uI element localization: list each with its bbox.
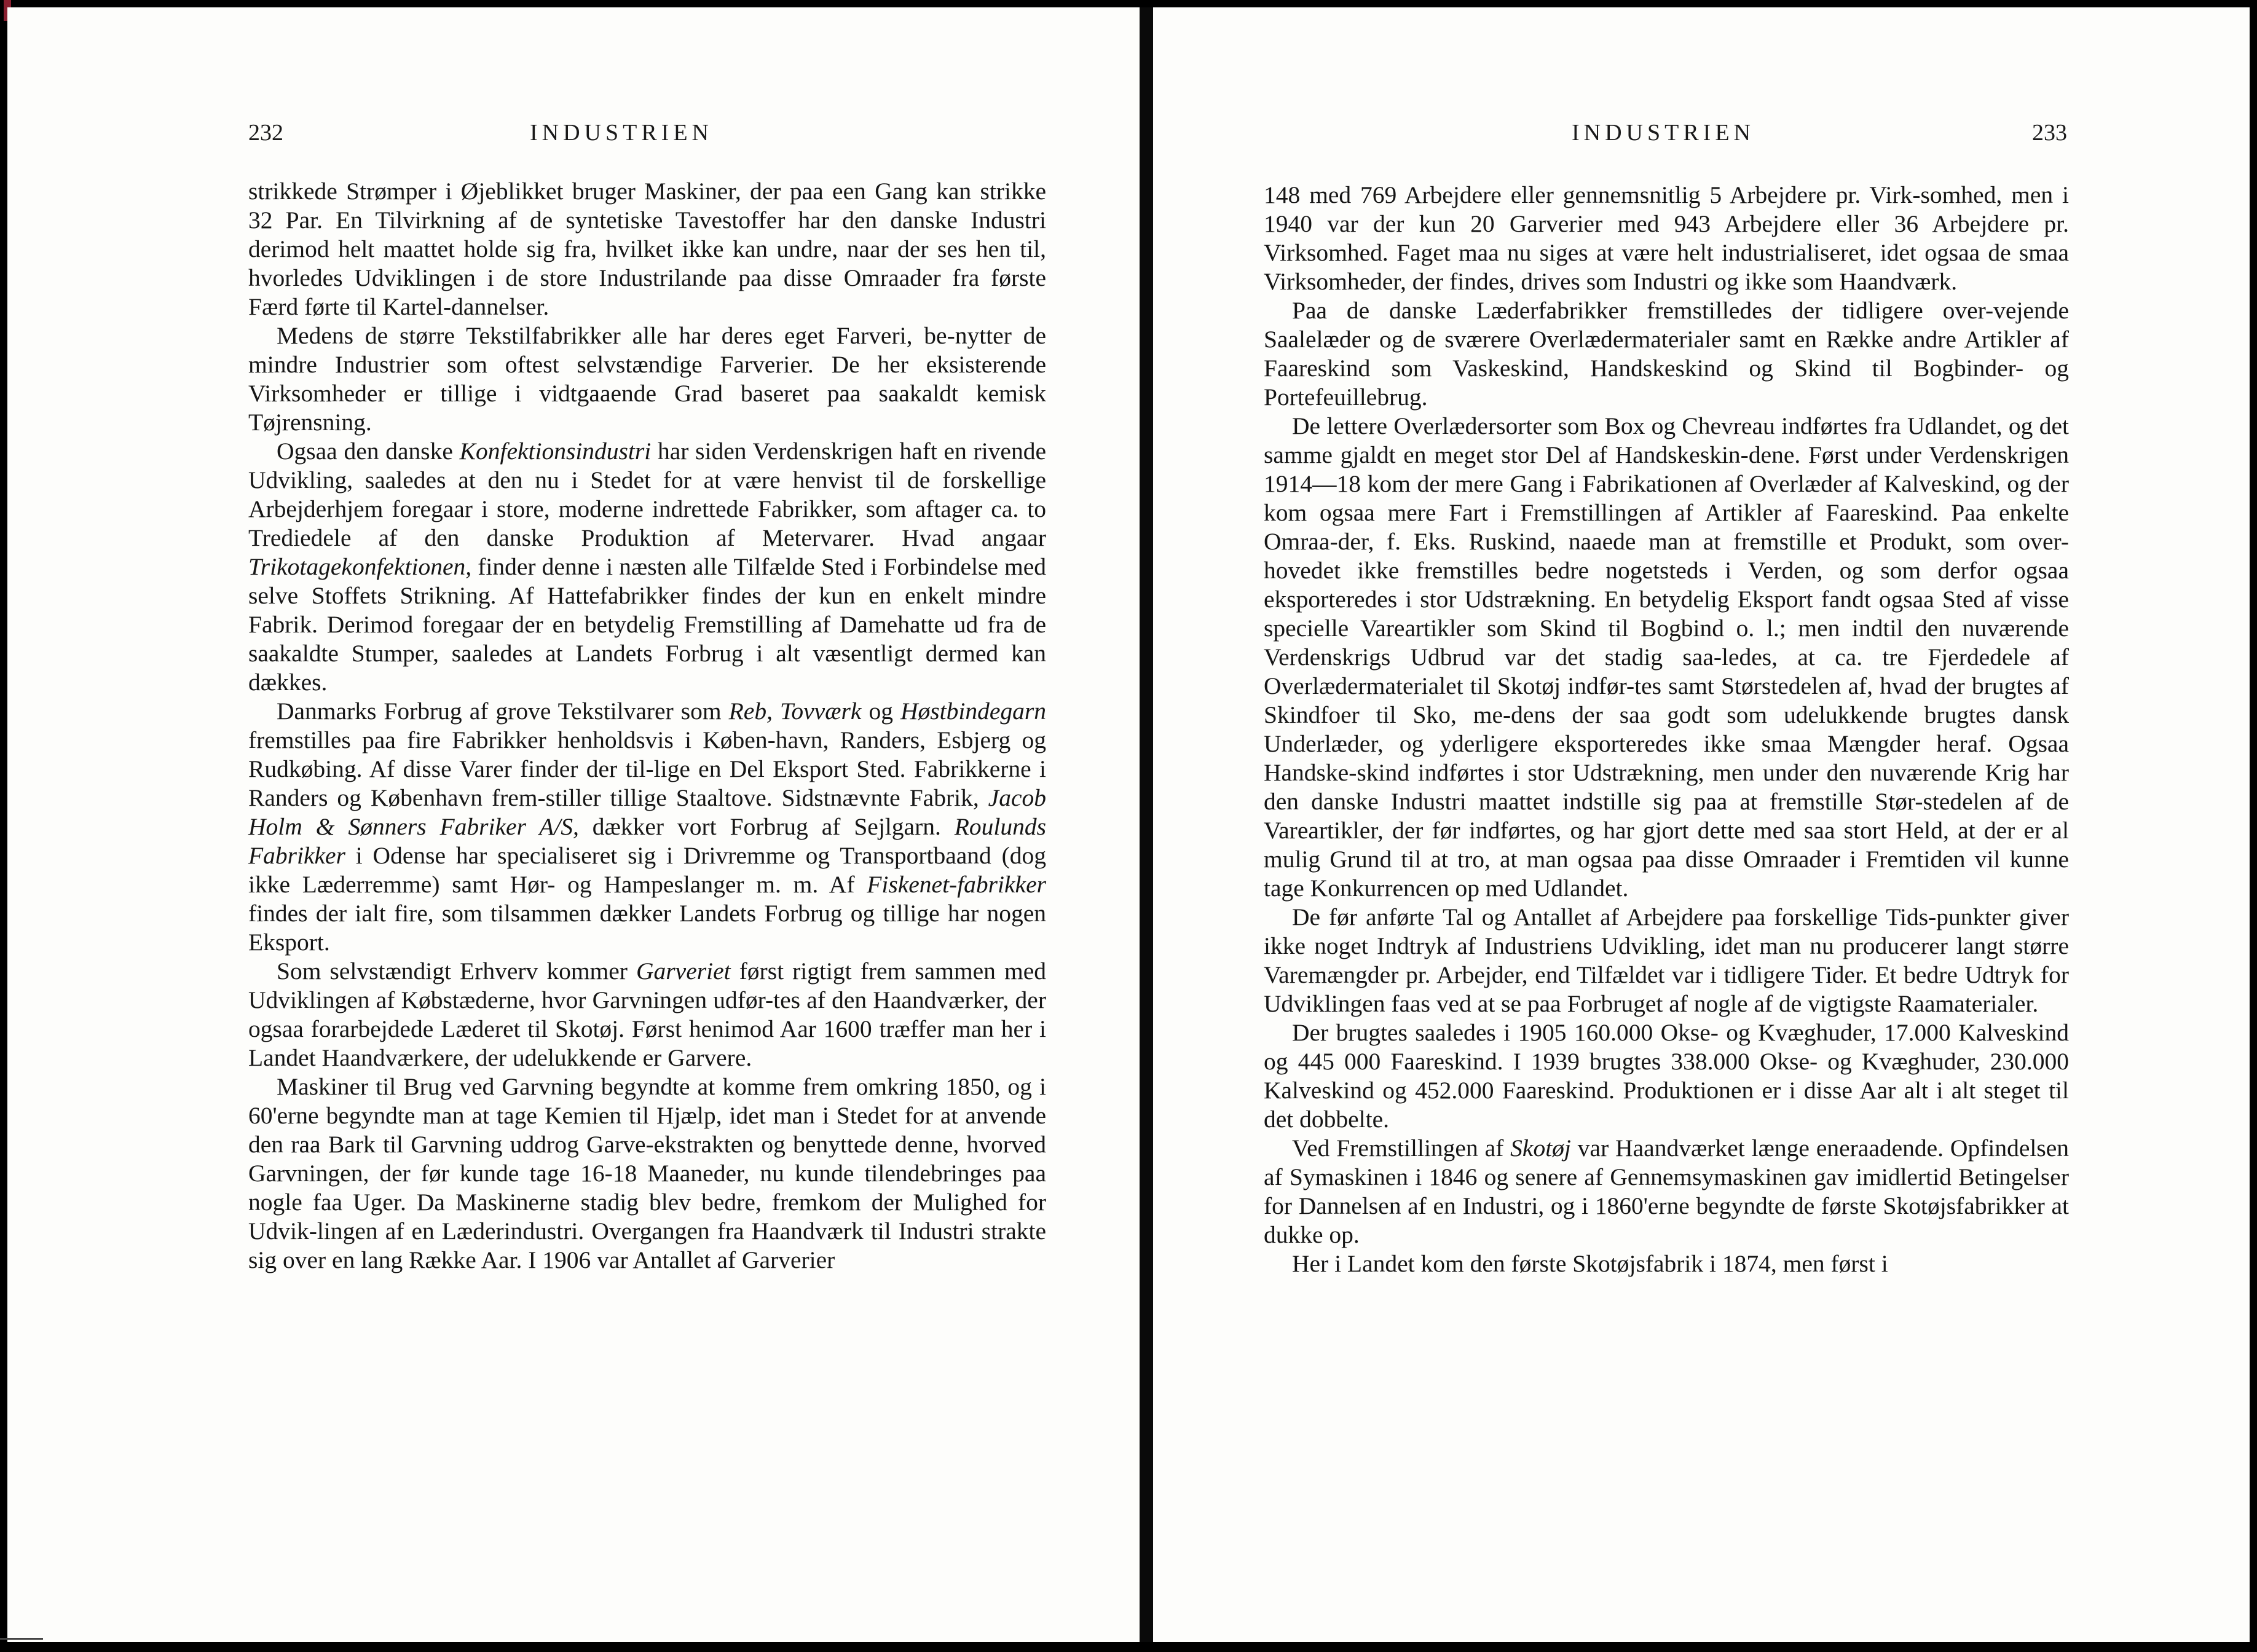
italic-term: Reb, Tovværk (728, 698, 862, 725)
running-head-right: INDUSTRIEN (1572, 120, 1755, 146)
italic-term: Høstbindegarn (900, 698, 1046, 725)
text-run: De før anførte Tal og Antallet af Arbejdere paa forskellige Tids-punkter giver ikke noget Indtryk af Industriens Udvikling, idet man nu producerer langt større Varemængder pr. Arbejder, end Tilfældet var i tidligere Tider. Et bedre Udtryk for Udviklingen faas ved at se paa Forbruget af nogle af de vigtigste Raamaterialer. (1264, 903, 2069, 1017)
italic-term: Konfektionsindustri (459, 438, 652, 465)
right-page-body (1264, 181, 2069, 1278)
italic-term: Fiskenet-fabrikker (867, 871, 1046, 898)
text-run: Medens de større Tekstilfabrikker alle har deres eget Farveri, be-nytter de mindre Industrier som oftest selvstændige Farverier. De her eksisterende Virksomheder er tillige i vidtgaaende Grad baseret paa saakaldt kemisk Tøjrensning. (248, 322, 1046, 436)
paragraph (248, 321, 1046, 437)
text-run: har siden Verdenskrigen haft en rivende Udvikling, saaledes at den nu i Stedet for at være henvist til de forskellige Arbejderhjem foregaar i store, moderne indrettede Fabrikker, som aftager ca. to Trediedele af den danske Produktion af Metervarer. Hvad angaar (248, 438, 1046, 551)
italic-term: Garveriet (636, 958, 731, 985)
paragraph (248, 1072, 1046, 1275)
italic-term: Jacob Holm & Sønners Fabriker A/S, (248, 784, 1046, 840)
paragraph (248, 177, 1046, 321)
text-run: først rigtigt frem sammen med Udviklingen af Købstæderne, hvor Garvningen udfør-tes af den Haandværker, der ogsaa forarbejdede Læderet til Skotøj. Først henimod Aar 1600 træffer man her i Landet Haandværkere, der udelukkende er Garvere. (248, 958, 1046, 1071)
text-run: 148 med 769 Arbejdere eller gennemsnitlig 5 Arbejdere pr. Virk-somhed, men i 1940 var der kun 20 Garverier med 943 Arbejdere eller 36 Arbejdere pr. Virksomhed. Faget maa nu siges at være helt industrialiseret, idet ogsaa de smaa Virksomheder, der findes, drives som Industri og ikke som Haandværk. (1264, 181, 2069, 295)
paragraph (1264, 1134, 2069, 1249)
right-page (1153, 7, 2250, 1642)
paragraph (248, 697, 1046, 957)
paragraph (1264, 181, 2069, 296)
paragraph (248, 437, 1046, 697)
text-run: De lettere Overlædersorter som Box og Chevreau indførtes fra Udlandet, og det samme gjaldt en meget stor Del af Handskeskin-dene. Først under Verdenskrigen 1914—18 kom der mere Gang i Fabrikationen af Overlæder af Kalveskind, og der kom ogsaa mere Fart i Fremstillingen af Artikler af Faareskind. Paa enkelte Omraa-der, f. Eks. Ruskind, naaede man at fremstille et Produkt, som over-hovedet ikke fremstilles bedre nogetsteds i Verden, og som derfor ogsaa eksporteredes i stor Udstrækning. En betydelig Eksport fandt ogsaa Sted af visse specielle Vareartikler som Skind til Bogbind o. l.; men indtil den nuværende Verdenskrigs Udbrud var det stadig saa-ledes, at ca. tre Fjerdedele af Overlædermaterialet til Skotøj indfør-tes samt Størstedelen af, hvad der brugtes af Skindfoer til Sko, me-dens der saa godt som udelukkende brugtes dansk Underlæder, og yderligere eksporteredes ikke smaa Mængder heraf. Ogsaa Handske-skind indførtes i stor Udstrækning, men under den nuværende Krig har den danske Industri maattet indstille sig paa at fremstille Stør-stedelen af de Vareartikler, der før indførtes, og har gjort dette med saa stort Held, at der er al mulig Grund til at tro, at man ogsaa paa disse Omraader i Fremtiden vil kunne tage Konkurrencen op med Udlandet. (1264, 412, 2069, 902)
text-run: finder denne i næsten alle Tilfælde Sted i Forbindelse med selve Stoffets Strikning. Af Hattefabrikker findes der kun en enkelt mindre Fabrik. Derimod foregaar der en betydelig Fremstilling af Damehatte ud fra de saakaldte Stumper, saaledes at Landets Forbrug i alt væsentligt dermed kan dækkes. (248, 553, 1046, 696)
paragraph (1264, 1249, 2069, 1278)
page-number-left: 232 (248, 120, 283, 146)
text-run: Som selvstændigt Erhverv kommer (277, 958, 637, 985)
scan-foot-rule (0, 1638, 43, 1640)
paragraph (1264, 1018, 2069, 1134)
text-run: Maskiner til Brug ved Garvning begyndte at komme frem omkring 1850, og i 60'erne begyndte man at tage Kemien til Hjælp, idet man i Stedet for at anvende den raa Bark til Garvning uddrog Garve-ekstrakten og benyttede denne, hvorved Garvningen, der før kunde tage 16-18 Maaneder, nu kunde tilendebringes paa nogle faa Uger. Da Maskinerne stadig blev bedre, fremkom der Mulighed for Udvik-lingen af en Læderindustri. Overgangen fra Haandværk til Industri strakte sig over en lang Række Aar. I 1906 var Antallet af Garverier (248, 1073, 1046, 1273)
italic-term: Trikotagekonfektionen, (248, 553, 472, 580)
paragraph (1264, 296, 2069, 412)
left-page (7, 7, 1140, 1642)
page-number-right: 233 (2032, 120, 2067, 146)
text-run: findes der ialt fire, som tilsammen dækker Landets Forbrug og tillige har nogen Eksport. (248, 900, 1046, 956)
text-run: Ogsaa den danske (277, 438, 460, 465)
text-run: og (861, 698, 900, 725)
text-run: Ved Fremstillingen af (1292, 1135, 1511, 1162)
paragraph (1264, 903, 2069, 1018)
book-gutter (1140, 7, 1153, 1642)
text-run: fremstilles paa fire Fabrikker henholdsvis i Køben-havn, Randers, Esbjerg og Rudkøbing. Af disse Varer finder der til-lige en Del Eksport Sted. Fabrikkerne i Randers og København frem-stiller tillige Staaltove. Sidstnævnte Fabrik, (248, 726, 1046, 811)
running-head-left: INDUSTRIEN (530, 120, 713, 146)
paragraph (1264, 412, 2069, 903)
text-run: Paa de danske Læderfabrikker fremstilledes der tidligere over-vejende Saalelæder og de sværere Overlædermaterialer samt en Række andre Artikler af Faareskind som Vaskeskind, Handskeskind og Skind til Bogbinder- og Portefeuillebrug. (1264, 297, 2069, 411)
text-run: strikkede Strømper i Øjeblikket bruger Maskiner, der paa een Gang kan strikke 32 Par. En Tilvirkning af de syntetiske Tavestoffer har den danske Industri derimod helt maattet holde sig fra, hvilket ikke kan undre, naar der ses hen til, hvorledes Udviklingen i de store Industrilande paa disse Omraader fra første Færd førte til Kartel-dannelser. (248, 178, 1046, 320)
text-run: Her i Landet kom den første Skotøjsfabrik i 1874, men først i (1292, 1250, 1888, 1277)
text-run: var Haandværket længe eneraadende. Opfindelsen af Symaskinen i 1846 og senere af Gennemsymaskinen gav imidlertid Betingelser for Dannelsen af en Industri, og i 1860'erne begyndte de første Skotøjsfabrikker at dukke op. (1264, 1135, 2069, 1248)
text-run: i Odense har specialiseret sig i Drivremme og Transportbaand (dog ikke Læderremme) samt Hør- og Hampeslanger m. m. Af (248, 842, 1046, 898)
paragraph (248, 957, 1046, 1072)
left-page-body (248, 177, 1046, 1275)
text-run: Danmarks Forbrug af grove Tekstilvarer som (277, 698, 729, 725)
italic-term: Skotøj (1510, 1135, 1571, 1162)
text-run: Der brugtes saaledes i 1905 160.000 Okse- og Kvæghuder, 17.000 Kalveskind og 445 000 Faareskind. I 1939 brugtes 338.000 Okse- og Kvæghuder, 230.000 Kalveskind og 452.000 Faareskind. Produktionen er i disse Aar alt i alt steget til det dobbelte. (1264, 1019, 2069, 1133)
text-run: dækker vort Forbrug af Sejlgarn. (578, 813, 955, 840)
italic-term: Roulunds Fabrikker (248, 813, 1046, 869)
